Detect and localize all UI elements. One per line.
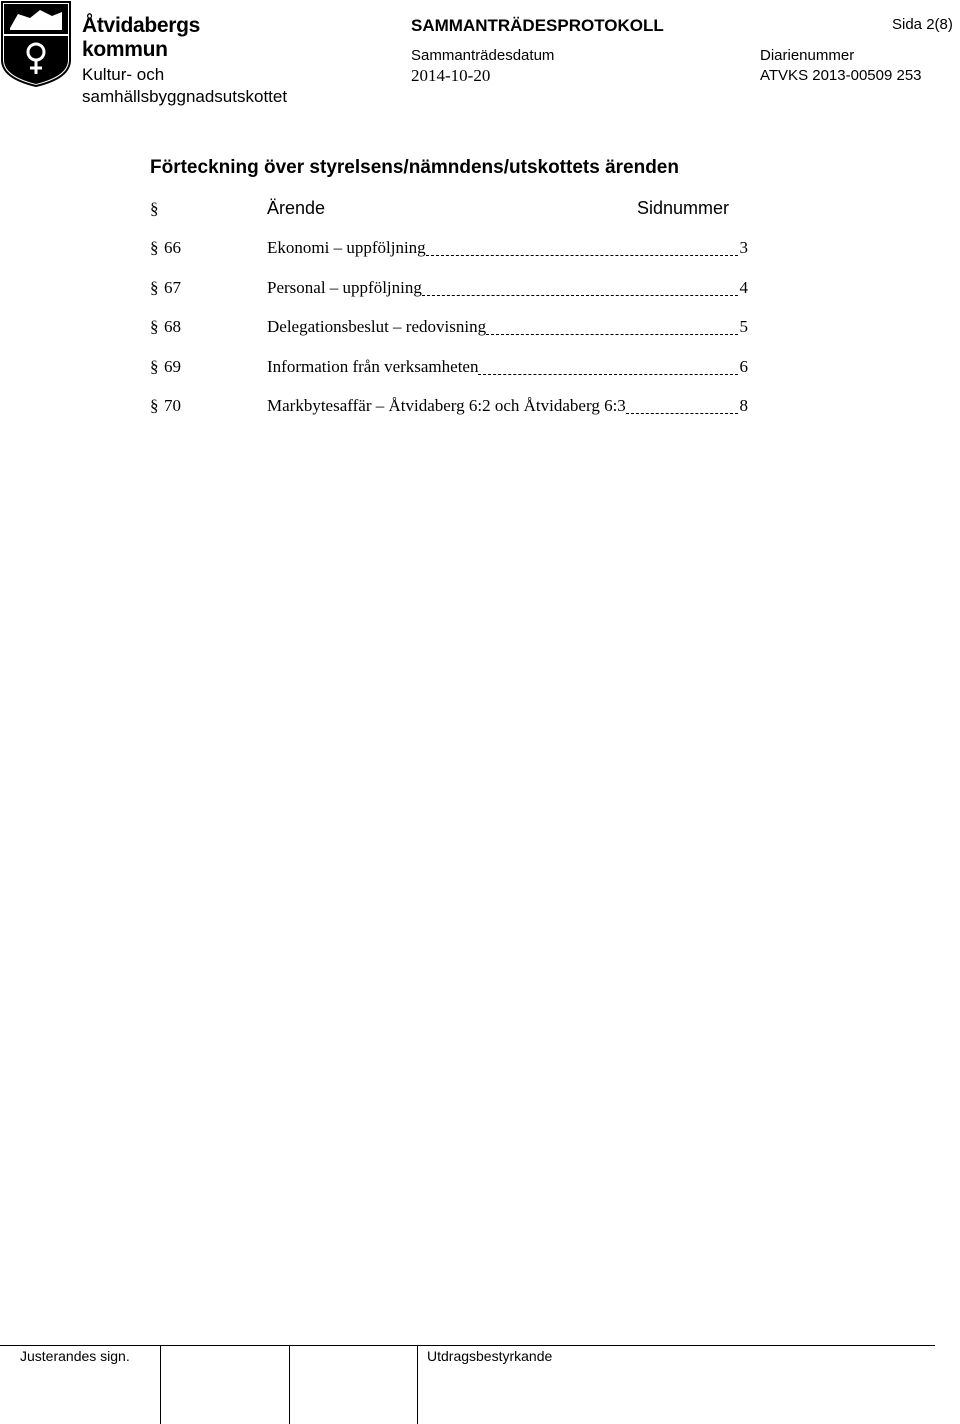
dotted-leader (486, 334, 738, 335)
diarie-number: ATVKS 2013-00509 253 (760, 67, 922, 84)
footer-divider (289, 1345, 290, 1424)
dotted-leader (626, 413, 738, 414)
section-symbol: § (150, 278, 159, 297)
agenda-item-title: Personal – uppföljning (267, 278, 422, 297)
agenda-item-page: 4 (739, 278, 748, 297)
agenda-item-row (150, 357, 750, 379)
column-header-sidnummer: Sidnummer (637, 198, 730, 218)
agenda-item-title-wrap (267, 278, 738, 298)
footer-divider (417, 1345, 418, 1424)
list-title: Förteckning över styrelsens/nämndens/utskottets ärenden (150, 157, 679, 178)
section-symbol: § (150, 396, 159, 415)
agenda-item-number: 67 (164, 278, 181, 297)
agenda-item-title-wrap (267, 238, 738, 258)
department-name: Kultur- och samhällsbyggnadsutskottet (82, 65, 288, 106)
agenda-item-row (150, 317, 750, 339)
agenda-item-title: Ekonomi – uppföljning (267, 238, 426, 257)
document-title: SAMMANTRÄDESPROTOKOLL (411, 16, 664, 35)
dotted-leader (422, 295, 738, 296)
agenda-item-title: Delegationsbeslut – redovisning (267, 317, 487, 336)
meeting-date-label: Sammanträdesdatum (411, 47, 555, 64)
footer-justerandes-sign: Justerandes sign. (20, 1348, 130, 1364)
organization-name: Åtvidabergs kommun (82, 14, 201, 61)
section-symbol: § (150, 317, 159, 336)
agenda-item-title-wrap (267, 317, 738, 337)
footer-rule (0, 1345, 935, 1346)
page-number: Sida 2(8) (892, 16, 953, 33)
dotted-leader (478, 374, 738, 375)
agenda-item-page: 6 (739, 357, 748, 376)
organization-block (82, 14, 312, 108)
municipal-crest-logo (0, 0, 72, 88)
agenda-item-page: 5 (739, 317, 748, 336)
column-header-arende: Ärende (267, 198, 326, 218)
agenda-item-number: 68 (164, 317, 181, 336)
agenda-item-page: 8 (739, 396, 748, 415)
agenda-item-row (150, 278, 750, 300)
agenda-item-number: 70 (164, 396, 181, 415)
agenda-item-title-wrap (267, 357, 738, 377)
section-symbol: § (150, 238, 159, 257)
agenda-item-row (150, 238, 750, 260)
agenda-item-title-wrap (267, 396, 738, 416)
section-symbol-header: § (150, 199, 159, 218)
footer-divider (160, 1345, 161, 1424)
agenda-item-number: 69 (164, 357, 181, 376)
agenda-item-title: Markbytesaffär – Åtvidaberg 6:2 och Åtvidaberg 6:3 (267, 396, 626, 415)
diarie-label: Diarienummer (760, 47, 855, 64)
agenda-item-number: 66 (164, 238, 181, 257)
section-symbol: § (150, 357, 159, 376)
footer-utdragsbestyrkande: Utdragsbestyrkande (427, 1348, 553, 1364)
agenda-item-page: 3 (739, 238, 748, 257)
dotted-leader (426, 255, 738, 256)
agenda-item-row (150, 396, 750, 418)
agenda-item-title: Information från verksamheten (267, 357, 479, 376)
meeting-date: 2014-10-20 (411, 66, 491, 85)
